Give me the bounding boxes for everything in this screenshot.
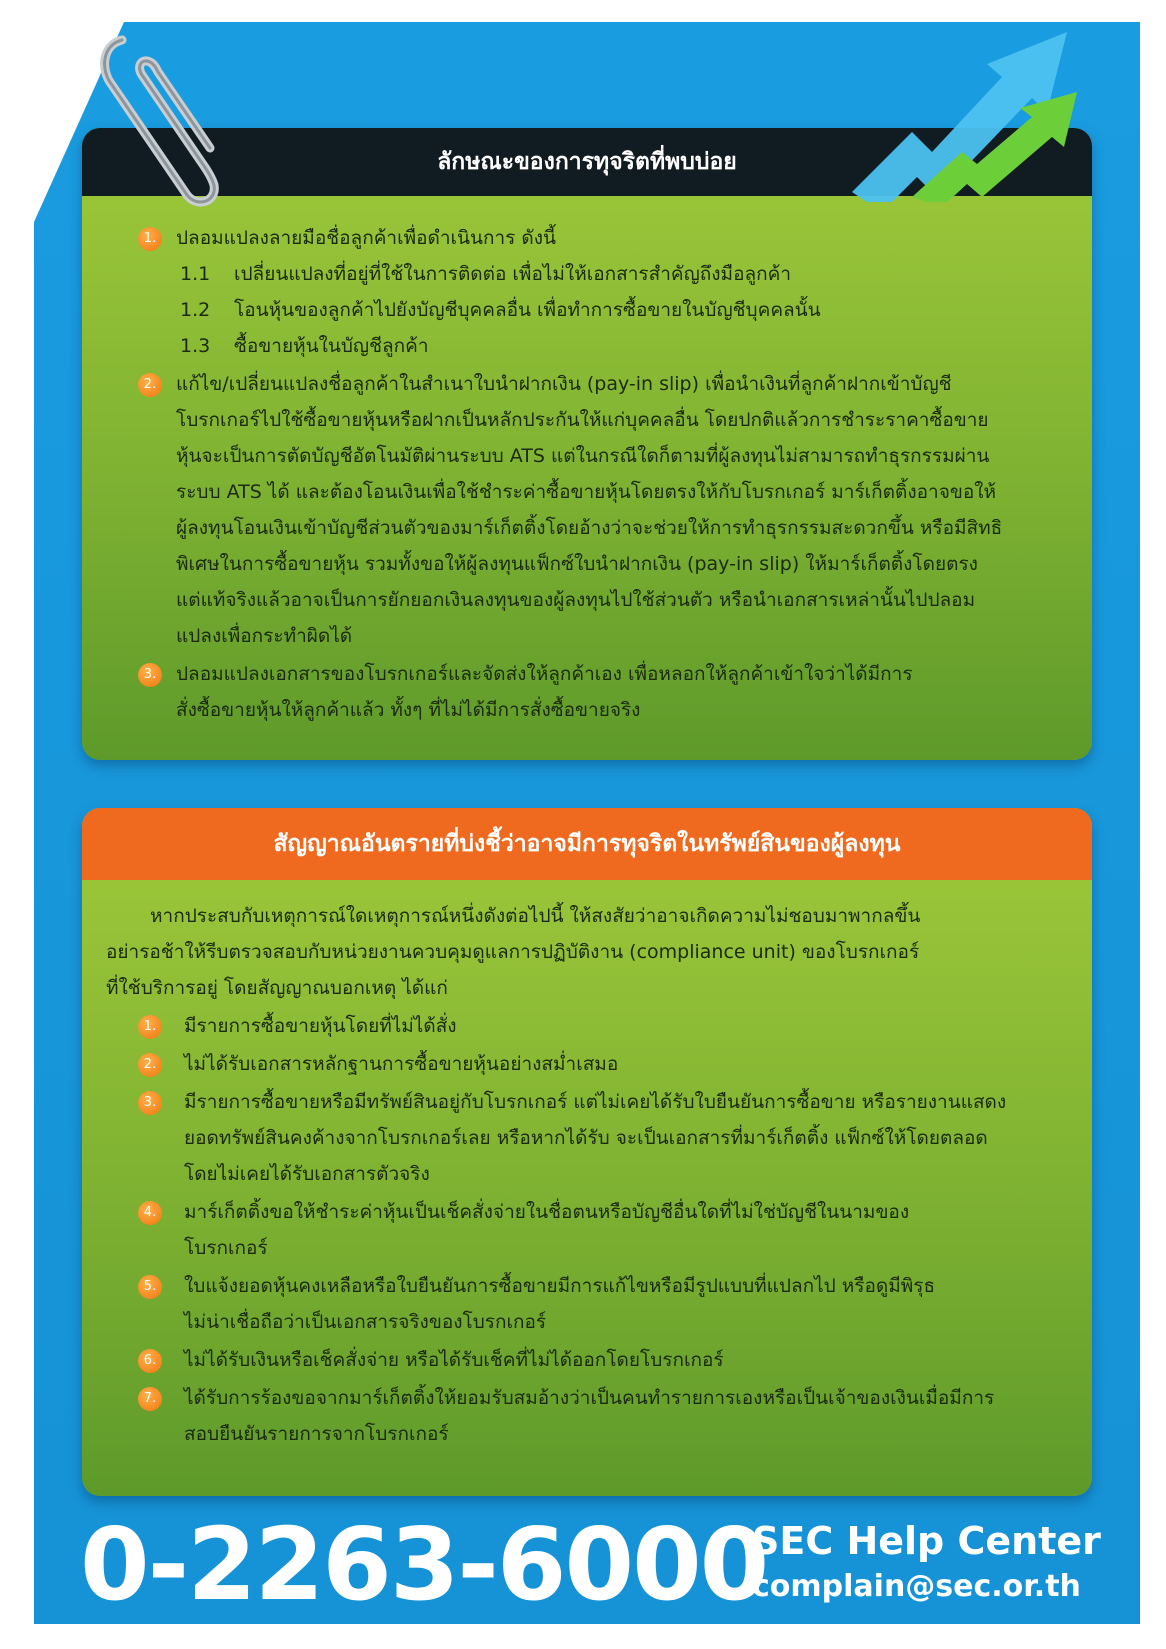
number-badge: 2.	[138, 373, 162, 397]
warning-signs-title: สัญญาณอันตรายที่บ่งชี้ว่าอาจมีการทุจริตในทรัพย์สินของผู้ลงทุน	[82, 808, 1092, 880]
number-badge: 2.	[138, 1053, 162, 1077]
hotline-number: 0-2263-6000	[80, 1506, 768, 1623]
warning-signs-card: สัญญาณอันตรายที่บ่งชี้ว่าอาจมีการทุจริตในทรัพย์สินของผู้ลงทุน หากประสบกับเหตุการณ์ใดเหตุการณ์หนึ่งดังต่อไปนี้ ให้สงสัยว่าอาจเกิดความไม่ชอบมาพากลขึ้น อย่ารอช้าให้รีบตรวจสอบกับหน่วยงานควบคุมดูแลการปฏิบัติงาน (compliance unit) ของโบรกเกอร์ ที่ใช้บริการอยู่ โดยสัญญาณบอกเหตุ ได้แก่ 1. มีรายการซื้อขายหุ้นโดยที่ไม่ได้สั่ง 2. ไม่ได้รับเอกสารหลักฐานการซื้อขายหุ้นอย่างสม่ำเสมอ 3. มีรายการซื้อขายหรือมีทรัพย์สินอยู่กับโบรกเกอร์ แต่ไม่เคยได้รับใบยืนยันการซื้อขาย หรือรายงานแสดง ยอดทรัพย์สินคงค้างจากโบรกเกอร์เลย หรือหากได้รับ จะเป็นเอกสารที่มาร์เก็ตติ้ง แฟ็กซ์ให้โดยตลอด โดยไม่เคยได้รับเอกสารตัวจริง 4. มาร์เก็ตติ้งขอให้ชำระค่าหุ้นเป็นเช็คสั่งจ่ายในชื่อตนหรือบัญชีอื่นใดที่ไม่ใช่บัญชีในนามของ โบรกเกอร์ 5. ใบแจ้งยอดหุ้นคงเหลือหรือใบยืนยันการซื้อขายมีการแก้ไขหรือมีรูปแบบที่แปลกไป หรือดูมีพิรุธ ไม่น่าเชื่อถือว่าเป็นเอกสารจริงของโบรกเกอร์ 6. ไม่ได้รับเงินหรือเช็คสั่งจ่าย หรือได้รับเช็คที่ไม่ได้ออกโดยโบรกเกอร์ 7. ได้รับการร้องขอจากมาร์เก็ตติ้งให้ยอมรับสมอ้างว่าเป็นคนทำรายการเองหรือเป็นเจ้าของเงินเมื่อมีการ สอบยืนยันรายการจากโบรกเกอร์	[82, 808, 1092, 1496]
fraud-types-card: ลักษณะของการทุจริตที่พบบ่อย 1. ปลอมแปลงลายมือชื่อลูกค้าเพื่อดำเนินการ ดังนี้ 1.1 เปลี่ยนแปลงที่อยู่ที่ใช้ในการติดต่อ เพื่อไม่ให้เอกสารสำคัญถึงมือลูกค้า 1.2 โอนหุ้นของลูกค้าไปยังบัญชีบุคคลอื่น เพื่อทำการซื้อขายในบัญชีบุคคลนั้น 1.3 ซื้อขายหุ้นในบัญชีลูกค้า 2. แก้ไข/เปลี่ยนแปลงชื่อลูกค้าในสำเนาใบนำฝากเงิน (pay-in slip) เพื่อนำเงินที่ลูกค้าฝากเข้าบัญชี โบรกเกอร์ไปใช้ซื้อขายหุ้นหรือฝากเป็นหลักประกันให้แก่บุคคลอื่น โดยปกติแล้วการชำระราคาซื้อขาย หุ้นจะเป็นการตัดบัญชีอัตโนมัติผ่านระบบ ATS แต่ในกรณีใดก็ตามที่ผู้ลงทุนไม่สามารถทำธุรกรรมผ่าน ระบบ ATS ได้ และต้องโอนเงินเพื่อใช้ชำระค่าซื้อขายหุ้นโดยตรงให้กับโบรกเกอร์ มาร์เก็ตติ้งอาจขอให้ ผู้ลงทุนโอนเงินเข้าบัญชีส่วนตัวของมาร์เก็ตติ้งโดยอ้างว่าจะช่วยให้การทำธุรกรรมสะดวกขึ้น หรือมีสิทธิ พิเศษในการซื้อขายหุ้น รวมทั้งขอให้ผู้ลงทุนแฟ็กซ์ใบนำฝากเงิน (pay-in slip) ให้มาร์เก็ตติ้งโดยตรง แต่แท้จริงแล้วอาจเป็นการยักยอกเงินลงทุนของผู้ลงทุนไปใช้ส่วนตัว หรือนำเอกสารเหล่านั้นไปปลอม แปลงเพื่อกระทำผิดได้ 3. ปลอมแปลงเอกสารของโบรกเกอร์และจัดส่งให้ลูกค้าเอง เพื่อหลอกให้ลูกค้าเข้าใจว่าได้มีการ สั่งซื้อขายหุ้นให้ลูกค้าแล้ว ทั้งๆ ที่ไม่ได้มีการสั่งซื้อขายจริง	[82, 128, 1092, 760]
number-badge: 3.	[138, 663, 162, 687]
number-badge: 7.	[138, 1387, 162, 1411]
number-badge: 5.	[138, 1275, 162, 1299]
help-center-title: SEC Help Center	[752, 1519, 1101, 1563]
number-badge: 1.	[138, 227, 162, 251]
help-center-email[interactable]: complain@sec.or.th	[752, 1569, 1081, 1604]
fraud-types-title: ลักษณะของการทุจริตที่พบบ่อย	[82, 128, 1092, 196]
paperclip-icon	[92, 30, 232, 210]
growth-arrows-icon	[852, 22, 1102, 202]
number-badge: 4.	[138, 1201, 162, 1225]
number-badge: 3.	[138, 1091, 162, 1115]
number-badge: 1.	[138, 1015, 162, 1039]
number-badge: 6.	[138, 1349, 162, 1373]
